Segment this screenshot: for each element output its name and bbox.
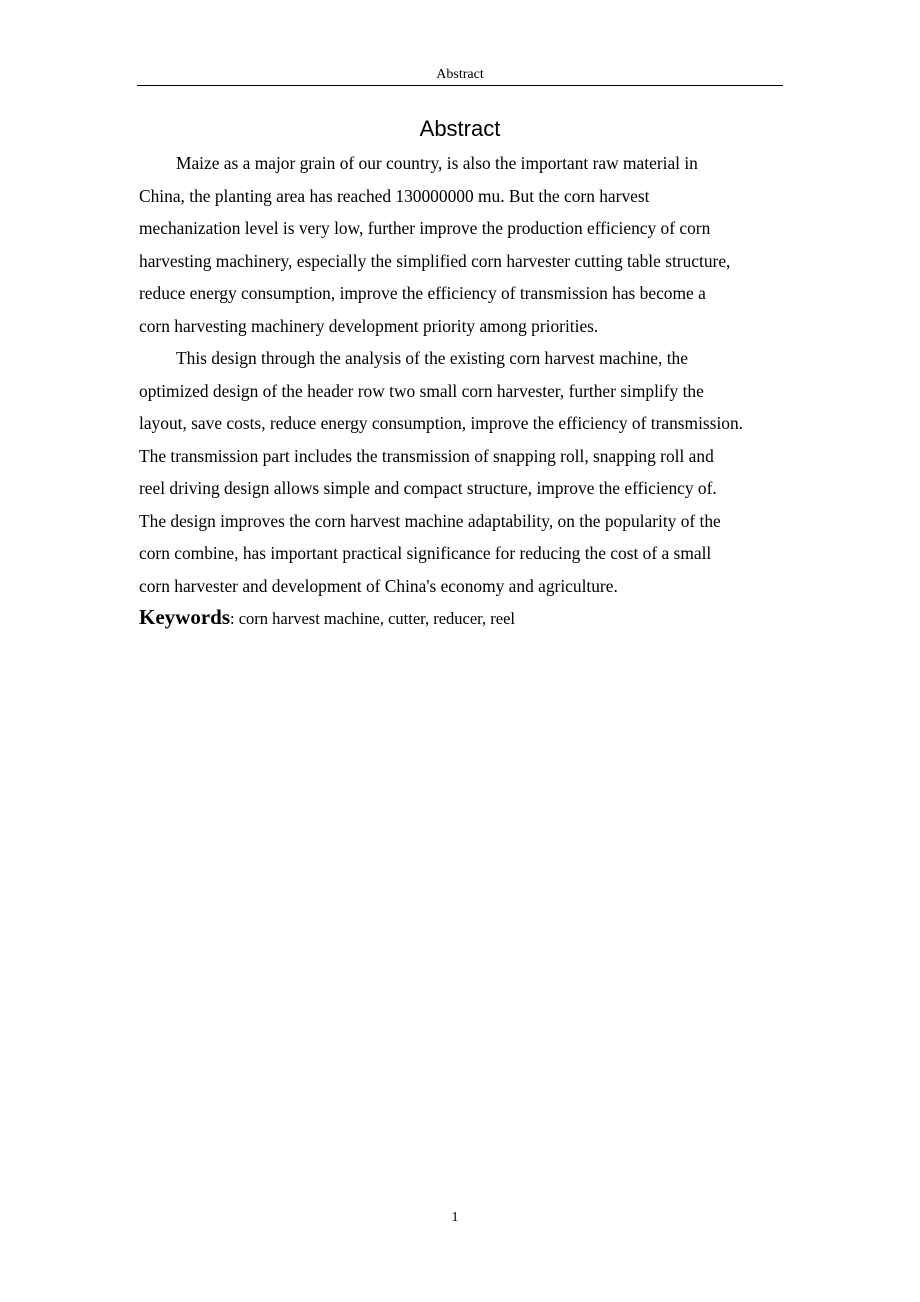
abstract-body: [139, 147, 799, 602]
keywords-line: [139, 602, 515, 634]
paragraph-line: layout, save costs, reduce energy consumption, improve the efficiency of transmission.: [139, 413, 744, 433]
paragraph-line: Maize as a major grain of our country, is also the important raw material in: [176, 153, 698, 173]
page-number: 1: [451, 1210, 459, 1225]
paragraph-line: reel driving design allows simple and compact structure, improve the efficiency of.: [139, 478, 717, 498]
running-header: Abstract: [436, 67, 484, 82]
paragraph-line: corn harvester and development of China's economy and agriculture.: [139, 575, 618, 596]
abstract-paragraph-2: [139, 342, 799, 602]
paragraph-line: China, the planting area has reached 130000000 mu. But the corn harvest: [139, 185, 650, 206]
keywords-label: Keywords: [139, 605, 230, 629]
paragraph-line: corn harvesting machinery development priority among priorities.: [139, 315, 599, 336]
paragraph-line: corn combine, has important practical significance for reducing the cost of a small: [139, 543, 712, 563]
paragraph-line: mechanization level is very low, further improve the production efficiency of corn: [139, 218, 711, 238]
abstract-paragraph-1: [139, 147, 799, 342]
page-title: Abstract: [419, 116, 501, 141]
header-rule: [137, 85, 783, 86]
paragraph-line: The design improves the corn harvest machine adaptability, on the popularity of the: [139, 510, 721, 531]
keywords-value: corn harvest machine, cutter, reducer, reel: [238, 609, 515, 628]
paragraph-line: harvesting machinery, especially the simplified corn harvester cutting table structure,: [139, 250, 731, 271]
paragraph-line: The transmission part includes the transmission of snapping roll, snapping roll and: [139, 445, 714, 466]
paragraph-line: optimized design of the header row two small corn harvester, further simplify the: [139, 380, 704, 401]
paragraph-line: This design through the analysis of the existing corn harvest machine, the: [176, 348, 688, 368]
paragraph-line: reduce energy consumption, improve the efficiency of transmission has become a: [139, 283, 706, 303]
keywords-separator: :: [230, 609, 239, 628]
